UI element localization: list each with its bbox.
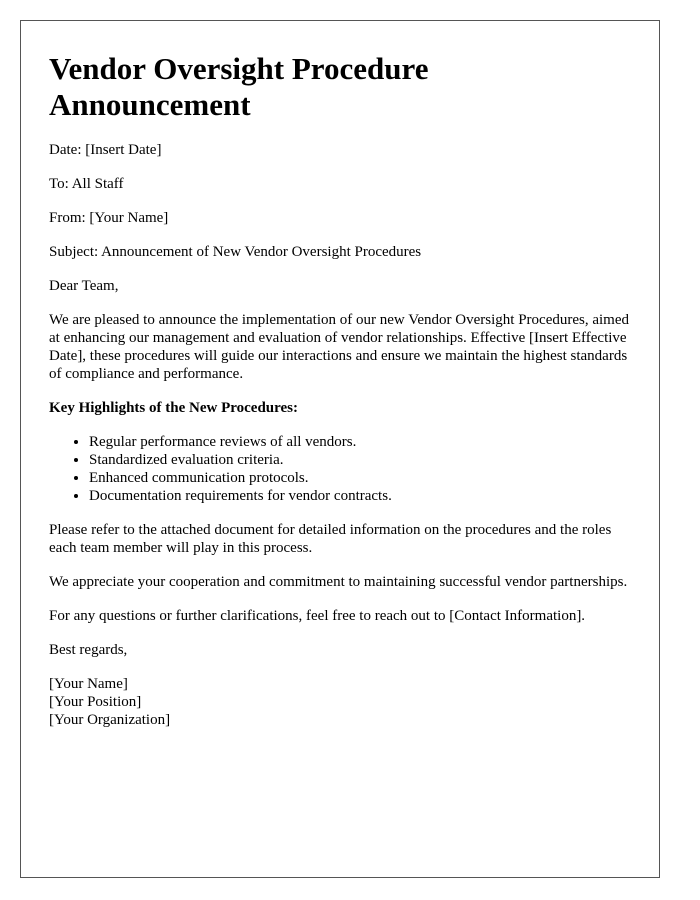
questions-paragraph: For any questions or further clarifications, feel free to reach out to [Contact Information]. xyxy=(49,608,586,624)
list-item: • Regular performance reviews of all vendors. xyxy=(89,433,631,451)
intro-paragraph: We are pleased to announce the implementation of our new Vendor Oversight Procedures, aimed at enhancing our management and evaluation of vendor relationships. Effective [Insert Effective Date], these procedures will guide our interactions and ensure we maintain the highest standards of compliance and performance. xyxy=(49,312,629,382)
list-item: • Documentation requirements for vendor contracts. xyxy=(89,487,631,505)
to-line: To: All Staff xyxy=(49,176,124,192)
list-item: • Enhanced communication protocols. xyxy=(89,469,631,487)
from-line: From: [Your Name] xyxy=(49,210,169,226)
closing: Best regards, xyxy=(49,642,128,658)
signature-organization: [Your Organization] xyxy=(49,712,171,728)
appreciation-paragraph: We appreciate your cooperation and commitment to maintaining successful vendor partnerships. xyxy=(49,574,628,590)
highlights-heading: Key Highlights of the New Procedures: xyxy=(49,400,299,416)
letter-page xyxy=(20,20,660,878)
signature-block xyxy=(49,675,631,729)
signature-name: [Your Name] xyxy=(49,676,128,692)
greeting: Dear Team, xyxy=(49,278,119,294)
signature-position: [Your Position] xyxy=(49,694,142,710)
subject-line: Subject: Announcement of New Vendor Oversight Procedures xyxy=(49,244,422,260)
highlights-list xyxy=(49,433,631,505)
letter-title: Vendor Oversight Procedure Announcement xyxy=(49,51,429,122)
reference-paragraph: Please refer to the attached document for detailed information on the procedures and the roles each team member will play in this process. xyxy=(49,522,612,556)
list-item: • Standardized evaluation criteria. xyxy=(89,451,631,469)
date-line: Date: [Insert Date] xyxy=(49,142,162,158)
